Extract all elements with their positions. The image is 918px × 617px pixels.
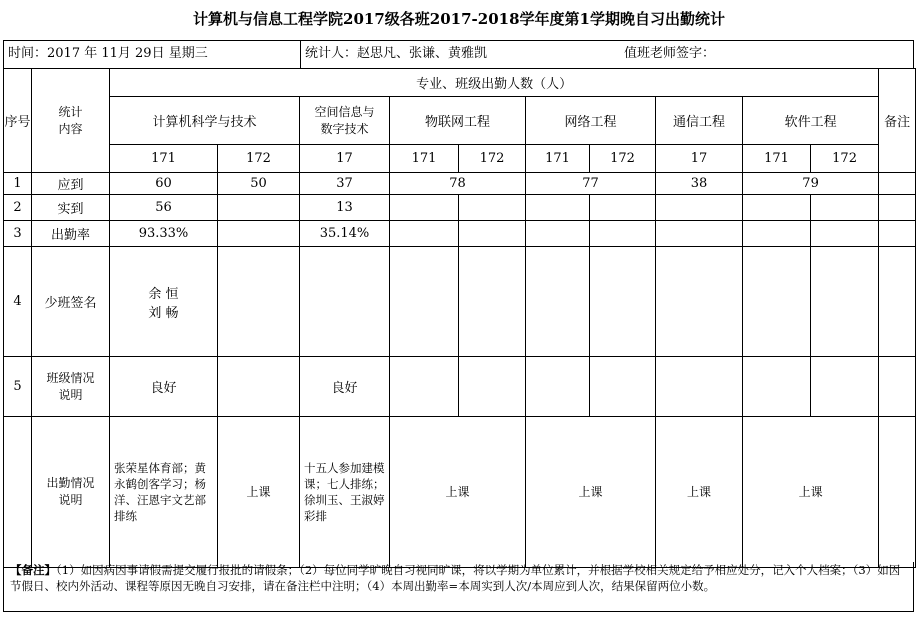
cell-soft: 79	[743, 173, 879, 195]
cell-soft172	[811, 357, 879, 417]
class-cs-171: 171	[110, 145, 218, 173]
cell-soft171	[743, 221, 811, 247]
cell-cs171: 93.33%	[110, 221, 218, 247]
class-iot-172: 172	[459, 145, 526, 173]
cell-tel	[656, 357, 743, 417]
cell-iot172	[459, 195, 526, 221]
major-cs: 计算机科学与技术	[110, 97, 300, 145]
major-spatial: 空间信息与 数字技术	[300, 97, 390, 145]
row-seq: 1	[4, 173, 32, 195]
row-label: 少班签名	[32, 247, 110, 357]
cell-iot172	[459, 247, 526, 357]
cell-iot172	[459, 357, 526, 417]
cell-net171	[526, 195, 590, 221]
table-row	[4, 173, 916, 195]
footnote-text: （1）如因病因事请假需提交履行报批的请假条；（2）每位同学旷晚自习视同旷课，将以学期为单位累计，并根据学校相关规定给予相应处分，记入个人档案；（3）如因节假日、校内外活动、课程等原因无晚自习安排，请在备注栏中注明；（4）本周出勤率=本周实到人次/本周应到人次，结果保留两位小数。	[10, 563, 901, 593]
row-seq: 2	[4, 195, 32, 221]
cell-net171	[526, 357, 590, 417]
footnote-tag: 【备注】	[10, 563, 56, 577]
cell-cs171: 张荣星体育部；黄永鹤创客学习；杨洋、汪恩宇文艺部排练	[110, 417, 218, 568]
cell-iot171	[390, 357, 459, 417]
cell-cs171: 良好	[110, 357, 218, 417]
row-label: 应到	[32, 173, 110, 195]
cell-iot171	[390, 221, 459, 247]
cell-net172	[590, 247, 656, 357]
signature-line: 刘 畅	[148, 305, 179, 321]
cell-sp17: 35.14%	[300, 221, 390, 247]
row-label: 实到	[32, 195, 110, 221]
cell-cs172	[218, 221, 300, 247]
cell-remark	[879, 221, 916, 247]
class-soft-172: 172	[811, 145, 879, 173]
cell-sp17: 37	[300, 173, 390, 195]
cell-soft: 上课	[743, 417, 879, 568]
table-row	[4, 221, 916, 247]
major-iot: 物联网工程	[390, 97, 526, 145]
cell-cs172: 50	[218, 173, 300, 195]
cell-soft171	[743, 195, 811, 221]
cell-cs172: 上课	[218, 417, 300, 568]
class-net-172: 172	[590, 145, 656, 173]
info-bar	[3, 40, 914, 68]
cell-soft172	[811, 195, 879, 221]
cell-remark	[879, 247, 916, 357]
cell-net172	[590, 357, 656, 417]
row-seq	[4, 417, 32, 568]
teacher-sign-field: 值班老师签字：	[624, 46, 716, 61]
cell-remark	[879, 417, 916, 568]
cell-sp17: 良好	[300, 357, 390, 417]
header-stat: 统计 内容	[32, 69, 110, 173]
cell-tel	[656, 195, 743, 221]
row-label: 出勤情况 说明	[32, 417, 110, 568]
cell-sp17: 13	[300, 195, 390, 221]
cell-soft171	[743, 357, 811, 417]
cell-cs172	[218, 247, 300, 357]
cell-iot: 上课	[390, 417, 526, 568]
cell-soft171	[743, 247, 811, 357]
date-field: 时间：2017 年 11月 29日 星期三	[8, 46, 208, 61]
header-major-group: 专业、班级出勤人数（人）	[110, 69, 879, 97]
class-net-171: 171	[526, 145, 590, 173]
cell-cs171: 56	[110, 195, 218, 221]
row-seq: 5	[4, 357, 32, 417]
cell-tel: 38	[656, 173, 743, 195]
header-seq: 序号	[4, 69, 32, 173]
cell-iot171	[390, 247, 459, 357]
counter-field: 统计人：赵思凡、张谦、黄雅凯	[300, 41, 487, 69]
table-row	[4, 417, 916, 568]
cell-tel	[656, 247, 743, 357]
cell-net: 上课	[526, 417, 656, 568]
major-software: 软件工程	[743, 97, 879, 145]
cell-sp17	[300, 247, 390, 357]
cell-remark	[879, 173, 916, 195]
table-row	[4, 357, 916, 417]
cell-net171	[526, 221, 590, 247]
cell-soft172	[811, 221, 879, 247]
class-tel-17: 17	[656, 145, 743, 173]
major-network: 网络工程	[526, 97, 656, 145]
cell-soft172	[811, 247, 879, 357]
cell-net172	[590, 195, 656, 221]
page-title: 计算机与信息工程学院2017级各班2017-2018学年度第1学期晚自习出勤统计	[193, 10, 725, 28]
class-soft-171: 171	[743, 145, 811, 173]
cell-tel: 上课	[656, 417, 743, 568]
cell-cs172	[218, 357, 300, 417]
row-seq: 3	[4, 221, 32, 247]
cell-tel	[656, 221, 743, 247]
cell-cs172	[218, 195, 300, 221]
class-cs-172: 172	[218, 145, 300, 173]
table-row	[4, 195, 916, 221]
cell-remark	[879, 195, 916, 221]
class-iot-171: 171	[390, 145, 459, 173]
attendance-table	[3, 68, 916, 568]
header-remark: 备注	[879, 69, 916, 173]
cell-cs171	[110, 247, 218, 357]
cell-remark	[879, 357, 916, 417]
cell-iot: 78	[390, 173, 526, 195]
row-seq: 4	[4, 247, 32, 357]
major-telecom: 通信工程	[656, 97, 743, 145]
row-label: 班级情况 说明	[32, 357, 110, 417]
footnote	[3, 562, 914, 612]
table-row	[4, 247, 916, 357]
cell-cs171: 60	[110, 173, 218, 195]
row-label: 出勤率	[32, 221, 110, 247]
cell-iot172	[459, 221, 526, 247]
cell-iot171	[390, 195, 459, 221]
cell-sp17: 十五人参加建模课；七人排练；徐圳玉、王淑婷彩排	[300, 417, 390, 568]
cell-net: 77	[526, 173, 656, 195]
signature-line: 余 恒	[148, 286, 179, 302]
cell-net171	[526, 247, 590, 357]
cell-net172	[590, 221, 656, 247]
class-spatial-17: 17	[300, 145, 390, 173]
